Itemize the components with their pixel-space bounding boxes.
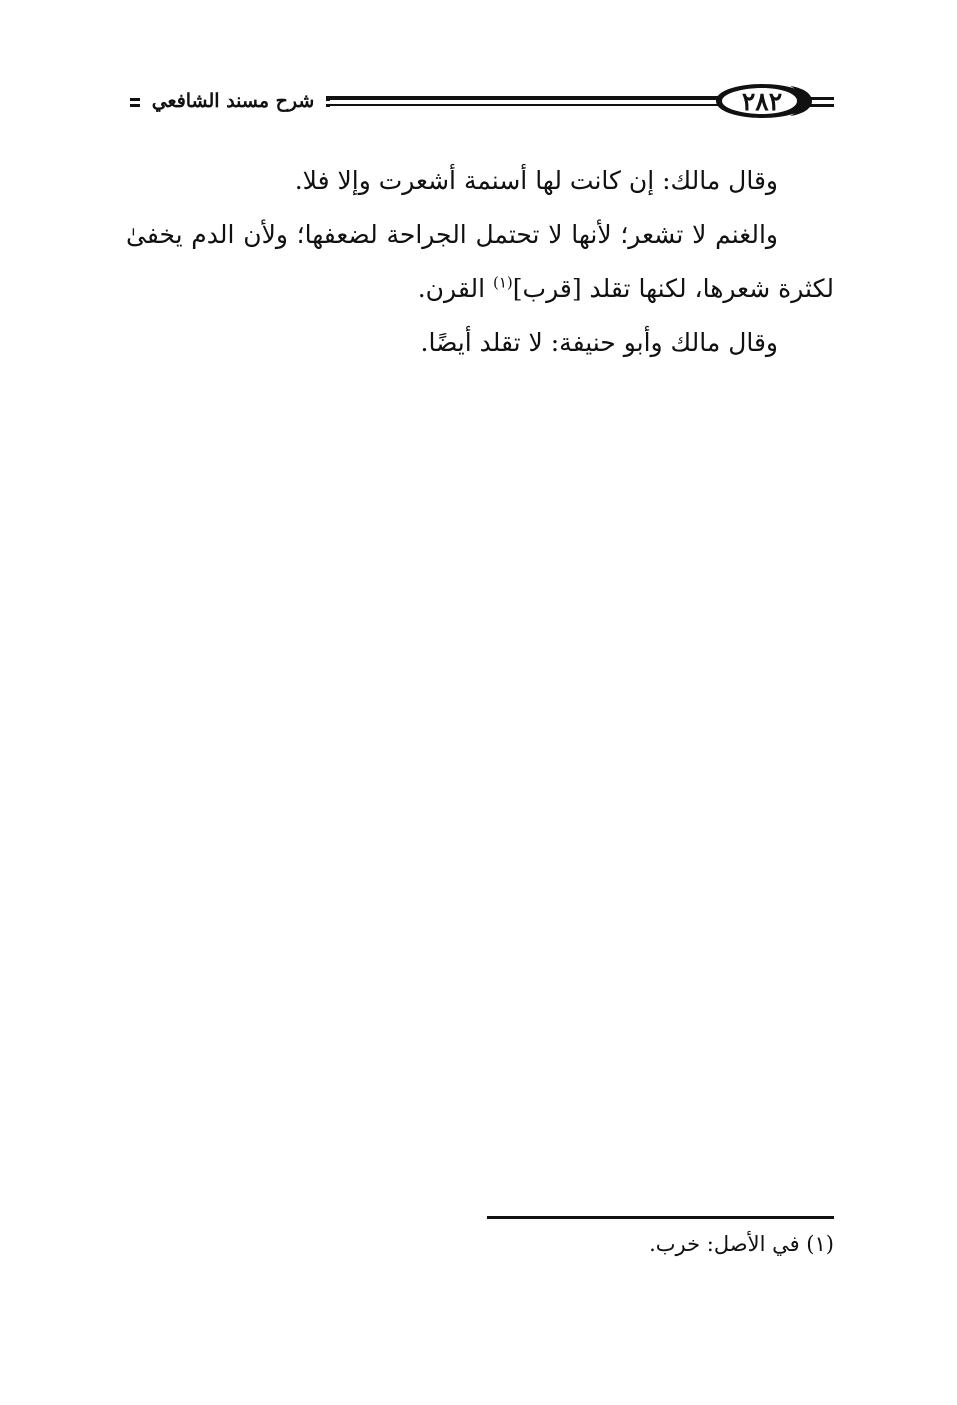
footnote: (١) في الأصل: خرب. (649, 1232, 834, 1256)
paragraph: وقال مالك وأبو حنيفة: لا تقلد أيضًا. (420, 328, 778, 357)
page-header (0, 74, 957, 130)
footnotes (430, 1226, 834, 1262)
body-text (126, 154, 834, 370)
paragraph (126, 208, 834, 316)
page-number: ٢٨٢ (741, 86, 783, 116)
paragraph: وقال مالك: إن كانت لها أسنمة أشعرت وإلا فلا. (294, 166, 778, 195)
paragraph-text: القرن. (417, 274, 493, 303)
running-title: شرح مسند الشافعي (140, 82, 326, 120)
footnote-reference: (١) (493, 273, 513, 292)
paragraph-text: والغنم لا تشعر؛ لأنها لا تحتمل الجراحة لضعفها؛ ولأن الدم يخفىٰ لكثرة شعرها، لكنها تقلد [قرب] (126, 220, 834, 303)
footnote-separator (487, 1216, 834, 1219)
